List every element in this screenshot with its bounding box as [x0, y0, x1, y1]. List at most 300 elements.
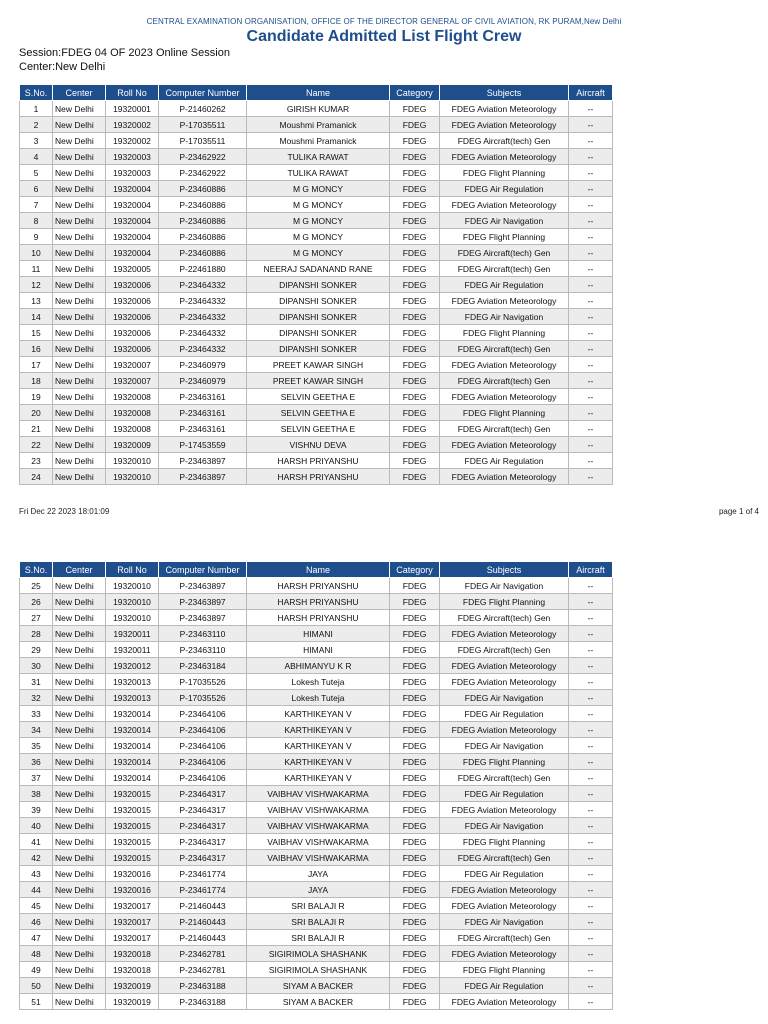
cell-computer-number: P-23464317: [159, 786, 247, 802]
cell-subject: FDEG Air Navigation: [440, 213, 569, 229]
cell-roll-no: 19320013: [106, 674, 159, 690]
cell-center: New Delhi: [53, 165, 106, 181]
cell-name: KARTHIKEYAN V: [247, 706, 390, 722]
cell-roll-no: 19320019: [106, 978, 159, 994]
cell-computer-number: P-23463188: [159, 994, 247, 1010]
cell-aircraft: --: [569, 213, 613, 229]
cell-aircraft: --: [569, 405, 613, 421]
cell-sno: 30: [20, 658, 53, 674]
cell-center: New Delhi: [53, 341, 106, 357]
cell-category: FDEG: [390, 978, 440, 994]
cell-roll-no: 19320002: [106, 133, 159, 149]
cell-roll-no: 19320014: [106, 738, 159, 754]
table-row: [20, 309, 613, 325]
cell-roll-no: 19320018: [106, 962, 159, 978]
cell-name: HARSH PRIYANSHU: [247, 594, 390, 610]
cell-computer-number: P-23464332: [159, 341, 247, 357]
cell-roll-no: 19320005: [106, 261, 159, 277]
candidate-table-page-1: [19, 84, 613, 485]
cell-name: M G MONCY: [247, 181, 390, 197]
table-row: [20, 722, 613, 738]
cell-aircraft: --: [569, 674, 613, 690]
column-header: Name: [247, 562, 390, 578]
table-row: [20, 786, 613, 802]
cell-name: DIPANSHI SONKER: [247, 293, 390, 309]
cell-center: New Delhi: [53, 674, 106, 690]
cell-name: ABHIMANYU K R: [247, 658, 390, 674]
cell-name: VISHNU DEVA: [247, 437, 390, 453]
cell-name: HARSH PRIYANSHU: [247, 469, 390, 485]
cell-name: JAYA: [247, 882, 390, 898]
cell-category: FDEG: [390, 690, 440, 706]
cell-sno: 10: [20, 245, 53, 261]
cell-subject: FDEG Air Regulation: [440, 786, 569, 802]
cell-computer-number: P-23463897: [159, 594, 247, 610]
cell-center: New Delhi: [53, 133, 106, 149]
cell-roll-no: 19320007: [106, 373, 159, 389]
cell-aircraft: --: [569, 245, 613, 261]
cell-subject: FDEG Aircraft(tech) Gen: [440, 421, 569, 437]
cell-roll-no: 19320019: [106, 994, 159, 1010]
cell-aircraft: --: [569, 722, 613, 738]
cell-center: New Delhi: [53, 610, 106, 626]
cell-computer-number: P-23464332: [159, 325, 247, 341]
cell-computer-number: P-23463897: [159, 578, 247, 594]
cell-name: VAIBHAV VISHWAKARMA: [247, 834, 390, 850]
cell-category: FDEG: [390, 149, 440, 165]
cell-computer-number: P-17035511: [159, 133, 247, 149]
cell-center: New Delhi: [53, 882, 106, 898]
cell-aircraft: --: [569, 850, 613, 866]
column-header: Roll No: [106, 85, 159, 101]
cell-center: New Delhi: [53, 786, 106, 802]
cell-center: New Delhi: [53, 421, 106, 437]
cell-center: New Delhi: [53, 690, 106, 706]
cell-subject: FDEG Air Regulation: [440, 277, 569, 293]
cell-computer-number: P-23462781: [159, 946, 247, 962]
cell-category: FDEG: [390, 866, 440, 882]
cell-category: FDEG: [390, 722, 440, 738]
cell-sno: 36: [20, 754, 53, 770]
cell-sno: 39: [20, 802, 53, 818]
column-header: Roll No: [106, 562, 159, 578]
cell-sno: 17: [20, 357, 53, 373]
cell-category: FDEG: [390, 914, 440, 930]
cell-name: SIYAM A BACKER: [247, 978, 390, 994]
cell-roll-no: 19320001: [106, 101, 159, 117]
cell-aircraft: --: [569, 914, 613, 930]
cell-center: New Delhi: [53, 626, 106, 642]
table-row: [20, 930, 613, 946]
column-header: Category: [390, 562, 440, 578]
cell-aircraft: --: [569, 962, 613, 978]
cell-category: FDEG: [390, 642, 440, 658]
cell-center: New Delhi: [53, 437, 106, 453]
cell-aircraft: --: [569, 802, 613, 818]
cell-category: FDEG: [390, 293, 440, 309]
cell-sno: 13: [20, 293, 53, 309]
cell-aircraft: --: [569, 389, 613, 405]
cell-aircraft: --: [569, 610, 613, 626]
cell-aircraft: --: [569, 309, 613, 325]
cell-category: FDEG: [390, 946, 440, 962]
cell-computer-number: P-17035526: [159, 690, 247, 706]
cell-sno: 24: [20, 469, 53, 485]
table-row: [20, 405, 613, 421]
cell-computer-number: P-23464106: [159, 738, 247, 754]
table-row: [20, 578, 613, 594]
column-header: Center: [53, 85, 106, 101]
cell-sno: 29: [20, 642, 53, 658]
cell-subject: FDEG Air Navigation: [440, 738, 569, 754]
cell-computer-number: P-23463184: [159, 658, 247, 674]
cell-computer-number: P-23464332: [159, 309, 247, 325]
cell-aircraft: --: [569, 229, 613, 245]
cell-roll-no: 19320004: [106, 245, 159, 261]
cell-subject: FDEG Air Navigation: [440, 818, 569, 834]
cell-category: FDEG: [390, 578, 440, 594]
cell-sno: 7: [20, 197, 53, 213]
cell-name: SIGIRIMOLA SHASHANK: [247, 946, 390, 962]
cell-center: New Delhi: [53, 101, 106, 117]
table-body: [20, 578, 613, 1010]
cell-category: FDEG: [390, 245, 440, 261]
cell-aircraft: --: [569, 293, 613, 309]
table-body: [20, 101, 613, 485]
cell-sno: 16: [20, 341, 53, 357]
cell-aircraft: --: [569, 181, 613, 197]
cell-aircraft: --: [569, 706, 613, 722]
table-row: [20, 594, 613, 610]
table-row: [20, 850, 613, 866]
cell-sno: 33: [20, 706, 53, 722]
cell-center: New Delhi: [53, 738, 106, 754]
cell-roll-no: 19320017: [106, 914, 159, 930]
cell-roll-no: 19320006: [106, 325, 159, 341]
cell-subject: FDEG Air Navigation: [440, 309, 569, 325]
cell-center: New Delhi: [53, 850, 106, 866]
cell-center: New Delhi: [53, 658, 106, 674]
cell-computer-number: P-21460262: [159, 101, 247, 117]
cell-name: SRI BALAJI R: [247, 930, 390, 946]
cell-category: FDEG: [390, 882, 440, 898]
cell-roll-no: 19320003: [106, 165, 159, 181]
cell-name: VAIBHAV VISHWAKARMA: [247, 818, 390, 834]
cell-category: FDEG: [390, 610, 440, 626]
cell-aircraft: --: [569, 658, 613, 674]
cell-aircraft: --: [569, 197, 613, 213]
column-header: Category: [390, 85, 440, 101]
table-row: [20, 946, 613, 962]
cell-name: SRI BALAJI R: [247, 898, 390, 914]
cell-roll-no: 19320009: [106, 437, 159, 453]
cell-roll-no: 19320010: [106, 578, 159, 594]
cell-category: FDEG: [390, 453, 440, 469]
cell-computer-number: P-23464106: [159, 722, 247, 738]
cell-sno: 22: [20, 437, 53, 453]
table-row: [20, 914, 613, 930]
table-row: [20, 453, 613, 469]
cell-subject: FDEG Aircraft(tech) Gen: [440, 642, 569, 658]
cell-subject: FDEG Flight Planning: [440, 594, 569, 610]
cell-name: DIPANSHI SONKER: [247, 277, 390, 293]
cell-roll-no: 19320008: [106, 389, 159, 405]
cell-aircraft: --: [569, 994, 613, 1010]
cell-subject: FDEG Aviation Meteorology: [440, 293, 569, 309]
table-row: [20, 181, 613, 197]
cell-subject: FDEG Aviation Meteorology: [440, 994, 569, 1010]
cell-center: New Delhi: [53, 453, 106, 469]
cell-roll-no: 19320004: [106, 181, 159, 197]
cell-aircraft: --: [569, 133, 613, 149]
cell-sno: 1: [20, 101, 53, 117]
cell-computer-number: P-17453559: [159, 437, 247, 453]
cell-name: M G MONCY: [247, 213, 390, 229]
cell-sno: 41: [20, 834, 53, 850]
cell-name: HIMANI: [247, 642, 390, 658]
cell-computer-number: P-23460979: [159, 373, 247, 389]
cell-subject: FDEG Air Regulation: [440, 706, 569, 722]
cell-aircraft: --: [569, 690, 613, 706]
cell-aircraft: --: [569, 882, 613, 898]
cell-sno: 43: [20, 866, 53, 882]
table-row: [20, 469, 613, 485]
cell-center: New Delhi: [53, 770, 106, 786]
org-heading: CENTRAL EXAMINATION ORGANISATION, OFFICE OF THE DIRECTOR GENERAL OF CIVIL AVIATION, RK PURAM,New Delhi: [146, 17, 622, 26]
cell-computer-number: P-23463188: [159, 978, 247, 994]
cell-roll-no: 19320015: [106, 818, 159, 834]
cell-subject: FDEG Aviation Meteorology: [440, 674, 569, 690]
table-row: [20, 293, 613, 309]
cell-name: DIPANSHI SONKER: [247, 309, 390, 325]
cell-sno: 11: [20, 261, 53, 277]
cell-computer-number: P-23461774: [159, 866, 247, 882]
cell-category: FDEG: [390, 325, 440, 341]
cell-computer-number: P-23464317: [159, 818, 247, 834]
cell-roll-no: 19320016: [106, 882, 159, 898]
table-header-row: [20, 85, 613, 101]
cell-center: New Delhi: [53, 229, 106, 245]
cell-name: VAIBHAV VISHWAKARMA: [247, 786, 390, 802]
cell-subject: FDEG Aviation Meteorology: [440, 149, 569, 165]
cell-subject: FDEG Aviation Meteorology: [440, 898, 569, 914]
cell-category: FDEG: [390, 994, 440, 1010]
cell-subject: FDEG Aviation Meteorology: [440, 882, 569, 898]
cell-sno: 42: [20, 850, 53, 866]
page-number: page 1 of 4: [718, 507, 759, 516]
cell-subject: FDEG Flight Planning: [440, 834, 569, 850]
table-row: [20, 421, 613, 437]
cell-roll-no: 19320002: [106, 117, 159, 133]
table-row: [20, 245, 613, 261]
cell-computer-number: P-23460886: [159, 245, 247, 261]
cell-center: New Delhi: [53, 914, 106, 930]
column-header: Name: [247, 85, 390, 101]
table-row: [20, 994, 613, 1010]
cell-category: FDEG: [390, 101, 440, 117]
table-row: [20, 738, 613, 754]
column-header: S.No.: [20, 85, 53, 101]
table-row: [20, 325, 613, 341]
cell-category: FDEG: [390, 421, 440, 437]
cell-name: Lokesh Tuteja: [247, 690, 390, 706]
cell-roll-no: 19320004: [106, 213, 159, 229]
cell-roll-no: 19320014: [106, 770, 159, 786]
cell-roll-no: 19320011: [106, 642, 159, 658]
cell-roll-no: 19320004: [106, 229, 159, 245]
cell-subject: FDEG Aviation Meteorology: [440, 946, 569, 962]
cell-subject: FDEG Air Navigation: [440, 690, 569, 706]
cell-name: HARSH PRIYANSHU: [247, 578, 390, 594]
cell-sno: 15: [20, 325, 53, 341]
cell-subject: FDEG Aircraft(tech) Gen: [440, 133, 569, 149]
cell-name: KARTHIKEYAN V: [247, 722, 390, 738]
cell-sno: 44: [20, 882, 53, 898]
cell-aircraft: --: [569, 770, 613, 786]
cell-subject: FDEG Aircraft(tech) Gen: [440, 245, 569, 261]
cell-name: HIMANI: [247, 626, 390, 642]
cell-computer-number: P-23464317: [159, 834, 247, 850]
cell-sno: 8: [20, 213, 53, 229]
cell-computer-number: P-23464106: [159, 770, 247, 786]
cell-center: New Delhi: [53, 946, 106, 962]
cell-computer-number: P-23460886: [159, 197, 247, 213]
cell-aircraft: --: [569, 261, 613, 277]
cell-category: FDEG: [390, 834, 440, 850]
cell-name: DIPANSHI SONKER: [247, 325, 390, 341]
cell-aircraft: --: [569, 373, 613, 389]
cell-roll-no: 19320016: [106, 866, 159, 882]
cell-category: FDEG: [390, 389, 440, 405]
cell-computer-number: P-23464106: [159, 754, 247, 770]
cell-subject: FDEG Air Regulation: [440, 978, 569, 994]
session-label: Session:FDEG 04 OF 2023 Online Session: [19, 47, 230, 59]
cell-subject: FDEG Flight Planning: [440, 325, 569, 341]
cell-category: FDEG: [390, 706, 440, 722]
cell-center: New Delhi: [53, 866, 106, 882]
cell-center: New Delhi: [53, 261, 106, 277]
cell-roll-no: 19320010: [106, 610, 159, 626]
cell-category: FDEG: [390, 117, 440, 133]
cell-computer-number: P-23464332: [159, 277, 247, 293]
cell-name: SIGIRIMOLA SHASHANK: [247, 962, 390, 978]
cell-sno: 37: [20, 770, 53, 786]
cell-aircraft: --: [569, 834, 613, 850]
cell-subject: FDEG Aircraft(tech) Gen: [440, 261, 569, 277]
cell-sno: 25: [20, 578, 53, 594]
cell-aircraft: --: [569, 578, 613, 594]
table-row: [20, 149, 613, 165]
column-header: Subjects: [440, 562, 569, 578]
cell-subject: FDEG Aviation Meteorology: [440, 437, 569, 453]
cell-aircraft: --: [569, 930, 613, 946]
cell-computer-number: P-23460979: [159, 357, 247, 373]
table-row: [20, 706, 613, 722]
cell-name: JAYA: [247, 866, 390, 882]
cell-computer-number: P-17035511: [159, 117, 247, 133]
cell-aircraft: --: [569, 149, 613, 165]
cell-center: New Delhi: [53, 325, 106, 341]
cell-center: New Delhi: [53, 978, 106, 994]
cell-aircraft: --: [569, 738, 613, 754]
cell-computer-number: P-23464317: [159, 850, 247, 866]
table-row: [20, 277, 613, 293]
table-row: [20, 373, 613, 389]
cell-category: FDEG: [390, 786, 440, 802]
column-header: Subjects: [440, 85, 569, 101]
cell-center: New Delhi: [53, 802, 106, 818]
cell-roll-no: 19320017: [106, 930, 159, 946]
cell-roll-no: 19320014: [106, 722, 159, 738]
cell-center: New Delhi: [53, 309, 106, 325]
cell-name: Moushmi Pramanick: [247, 117, 390, 133]
cell-name: PREET KAWAR SINGH: [247, 373, 390, 389]
table-row: [20, 770, 613, 786]
cell-center: New Delhi: [53, 706, 106, 722]
cell-subject: FDEG Aircraft(tech) Gen: [440, 610, 569, 626]
cell-aircraft: --: [569, 866, 613, 882]
cell-sno: 47: [20, 930, 53, 946]
table-row: [20, 341, 613, 357]
cell-sno: 9: [20, 229, 53, 245]
cell-center: New Delhi: [53, 373, 106, 389]
cell-computer-number: P-23464106: [159, 706, 247, 722]
cell-roll-no: 19320015: [106, 850, 159, 866]
cell-category: FDEG: [390, 898, 440, 914]
cell-subject: FDEG Air Navigation: [440, 578, 569, 594]
cell-category: FDEG: [390, 754, 440, 770]
cell-roll-no: 19320015: [106, 802, 159, 818]
cell-roll-no: 19320008: [106, 421, 159, 437]
cell-roll-no: 19320008: [106, 405, 159, 421]
cell-category: FDEG: [390, 229, 440, 245]
cell-center: New Delhi: [53, 197, 106, 213]
cell-computer-number: P-21460443: [159, 914, 247, 930]
cell-roll-no: 19320006: [106, 293, 159, 309]
cell-computer-number: P-21460443: [159, 898, 247, 914]
cell-category: FDEG: [390, 405, 440, 421]
cell-subject: FDEG Aviation Meteorology: [440, 357, 569, 373]
table-row: [20, 658, 613, 674]
cell-name: KARTHIKEYAN V: [247, 754, 390, 770]
cell-computer-number: P-23463897: [159, 469, 247, 485]
cell-subject: FDEG Air Regulation: [440, 453, 569, 469]
cell-aircraft: --: [569, 898, 613, 914]
cell-roll-no: 19320015: [106, 786, 159, 802]
table-row: [20, 818, 613, 834]
table-row: [20, 165, 613, 181]
column-header: Computer Number: [159, 85, 247, 101]
cell-category: FDEG: [390, 962, 440, 978]
cell-subject: FDEG Aviation Meteorology: [440, 117, 569, 133]
cell-name: Lokesh Tuteja: [247, 674, 390, 690]
cell-name: SELVIN GEETHA E: [247, 421, 390, 437]
table-row: [20, 357, 613, 373]
cell-category: FDEG: [390, 802, 440, 818]
cell-name: SELVIN GEETHA E: [247, 389, 390, 405]
cell-name: GIRISH KUMAR: [247, 101, 390, 117]
cell-roll-no: 19320006: [106, 277, 159, 293]
cell-sno: 4: [20, 149, 53, 165]
cell-sno: 40: [20, 818, 53, 834]
cell-computer-number: P-23464332: [159, 293, 247, 309]
cell-aircraft: --: [569, 946, 613, 962]
cell-name: SIYAM A BACKER: [247, 994, 390, 1010]
cell-aircraft: --: [569, 325, 613, 341]
cell-computer-number: P-23461774: [159, 882, 247, 898]
cell-sno: 49: [20, 962, 53, 978]
center-label: Center:New Delhi: [19, 61, 106, 73]
